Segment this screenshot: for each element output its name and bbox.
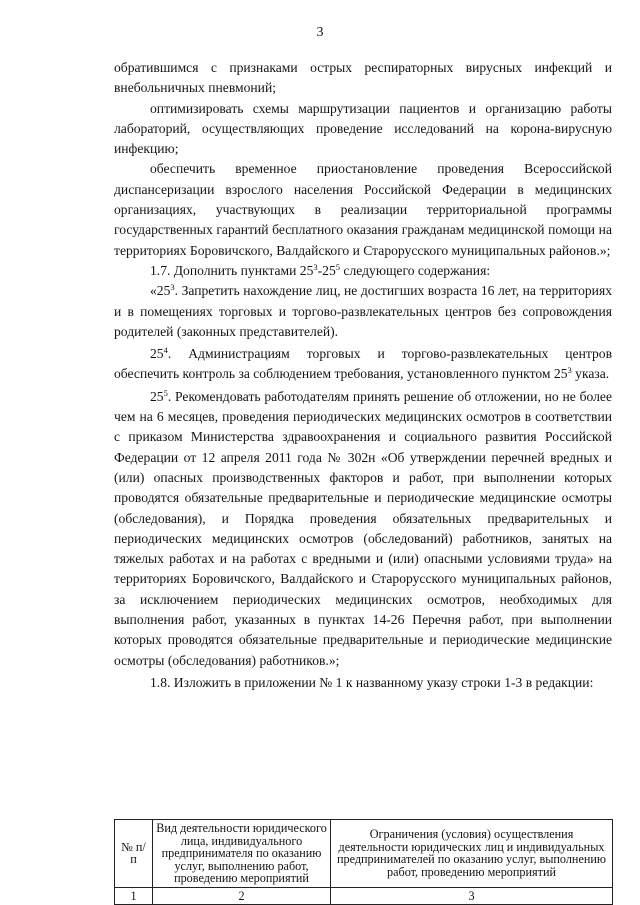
- paragraph-continuation: обратившимся с признаками острых респираторных вирусных инфекций и внебольничных пневмоний;: [114, 60, 612, 96]
- document-body: [114, 58, 612, 693]
- table-header-row: [115, 820, 613, 888]
- paragraph-25-5: $25^5$. Рекомендовать работодателям принять решение об отложении, но не более чем на 6 месяцев, проведения периодических медицинских осмотров в соответствии с приказом Министерства здравоохранения и социального развития Российской Федерации от 12 апреля 2011 года № 302н «Об утверждении перечней вредных и (или) опасных производственных факторов и работ, при выполнении которых проводятся обязательные предварительные и периодические медицинские осмотры (обследования), и Порядка проведения обязательных предварительных и периодических медицинских осмотров (обследований) работников, занятых на тяжелых работах и на работах с вредными и (или) опасными условиями труда» на территориях Боровичского, Валдайского и Старорусского муниципальных районов, за исключением периодических медицинских осмотров, необходимых для выполнения работ, указанных в пунктах 14-26 Перечня работ, при выполнении которых проводятся обязательные предварительные и периодические медицинские осмотры (обследования) работников.»;: [114, 387, 612, 668]
- table-column-numbers-row: [115, 887, 613, 904]
- header-restrictions: Ограничения (условия) осуществления деятельности юридических лиц и индивидуальных предпринимателей по оказанию услуг, выполнению работ, проведению мероприятий: [331, 820, 613, 888]
- paragraph-25-4: $25^4$. Администрациям торговых и торгово-развлекательных центров обеспечить контроль за соблюдением требования, установленного пунктом $25^3$ указа.: [114, 345, 612, 382]
- paragraph-routing: оптимизировать схемы маршрутизации пациентов и организацию работы лабораторий, осуществляющих проведение исследований на корона-вирусную инфекцию;: [114, 100, 612, 157]
- column-number-3: 3: [331, 887, 613, 904]
- paragraph-25-3: «$25^3$. Запретить нахождение лиц, не достигших возраста 16 лет, на территориях и в помещениях торговых и торгово-развлекательных центров без сопровождения родителей (законных представителей).: [114, 282, 612, 339]
- column-number-2: 2: [153, 887, 331, 904]
- header-activity-type: Вид деятельности юридического лица, индивидуального предпринимателя по оказанию услуг, выполнению работ, проведению мероприятий: [153, 820, 331, 888]
- restrictions-table: [114, 819, 613, 905]
- paragraph-1-7: 1.7. Дополнить пунктами $25^3-25^5$ следующего содержания:: [150, 261, 491, 278]
- header-number: № п/п: [115, 820, 153, 888]
- paragraph-dispensary: обеспечить временное приостановление проведения Всероссийской диспансеризации взрослого населения Российской Федерации в медицинских организациях, участвующих в реализации территориальной программы государственных гарантий бесплатного оказания гражданам медицинской помощи на территориях Боровичского, Валдайского и Старорусского муниципальных районов.»;: [114, 161, 612, 258]
- paragraph-1-8: 1.8. Изложить в приложении № 1 к названному указу строки 1-3 в редакции:: [150, 674, 594, 690]
- column-number-1: 1: [115, 887, 153, 904]
- page-number: 3: [316, 25, 324, 40]
